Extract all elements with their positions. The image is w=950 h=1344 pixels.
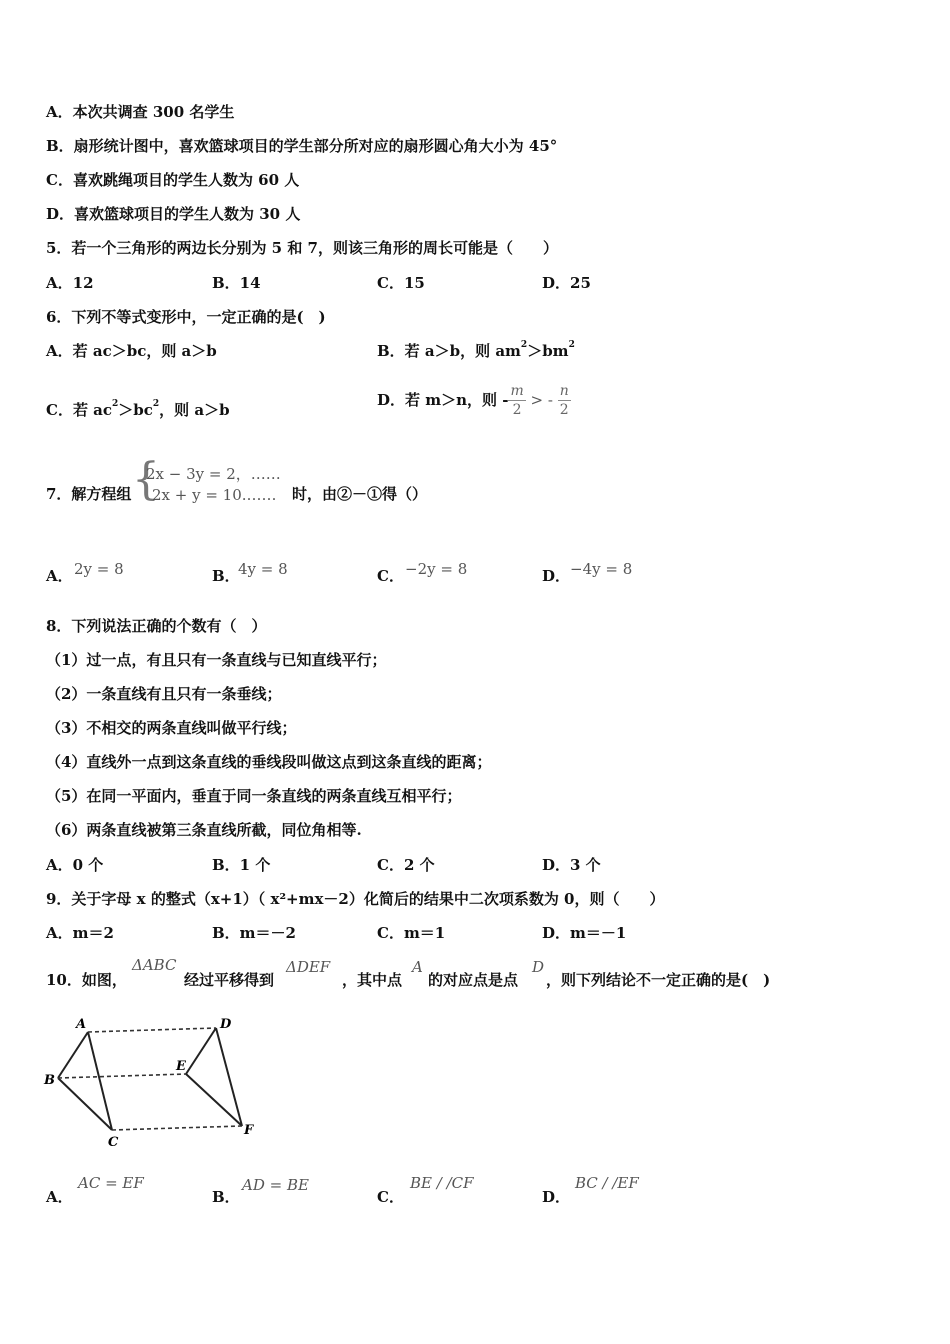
q7-option-b bbox=[212, 566, 240, 586]
q6-d-frac-m-den: 2 bbox=[512, 401, 522, 418]
q5-option-d: D．25 bbox=[542, 274, 591, 292]
q6-option-b bbox=[377, 341, 575, 361]
q10-d-math: BC / /EF bbox=[575, 1174, 639, 1192]
q5-stem: 5．若一个三角形的两边长分别为 5 和 7，则该三角形的周长可能是（ ） bbox=[46, 239, 558, 257]
q6-c-prefix: C．若 ac bbox=[46, 401, 113, 419]
q10-option-b: B． bbox=[212, 1188, 240, 1206]
q7-option-a bbox=[46, 566, 73, 586]
q7-c-label: C． bbox=[377, 567, 404, 585]
q8-option-b: B．1 个 bbox=[212, 856, 271, 874]
q6-option-a: A．若 ac＞bc，则 a＞b bbox=[46, 342, 217, 360]
q8-option-c: C．2 个 bbox=[377, 856, 435, 874]
q7-option-d bbox=[542, 566, 570, 586]
edge-ab bbox=[58, 1032, 88, 1078]
q6-c-mid: ＞bc bbox=[118, 401, 153, 419]
q6-d-frac-m-num: m bbox=[510, 382, 524, 399]
label-e: E bbox=[176, 1059, 186, 1074]
q6-d-prefix: D．若 m＞n，则 - bbox=[377, 391, 509, 409]
q10-option-a: A． bbox=[46, 1188, 73, 1206]
q7-b-label: B． bbox=[212, 567, 240, 585]
triangle-def bbox=[186, 1028, 242, 1126]
q10-part-3: ，其中点 bbox=[342, 971, 403, 989]
q6-c-suffix: ，则 a＞b bbox=[159, 401, 230, 419]
q8-item-6: （6）两条直线被第三条直线所截，同位角相等. bbox=[46, 821, 362, 839]
q6-c-sup2: 2 bbox=[152, 399, 160, 409]
q10-math-d: D bbox=[532, 958, 545, 976]
q7-option-c bbox=[377, 566, 404, 586]
label-d: D bbox=[220, 1017, 232, 1032]
q6-d-frac-n-num: n bbox=[559, 382, 569, 399]
q5-option-b: B．14 bbox=[212, 274, 261, 292]
label-a: A bbox=[76, 1017, 87, 1032]
q10-math-def: ΔDEF bbox=[286, 958, 331, 976]
q6-b-sup2: 2 bbox=[568, 340, 575, 350]
label-c: C bbox=[108, 1135, 119, 1150]
q8-option-a: A．0 个 bbox=[46, 856, 104, 874]
label-f: F bbox=[244, 1123, 254, 1138]
translation-lines bbox=[58, 1028, 242, 1130]
q10-c-math: BE / /CF bbox=[410, 1174, 474, 1192]
q10-part-5: ，则下列结论不一定正确的是( ) bbox=[546, 971, 771, 989]
q10-part-2: 经过平移得到 bbox=[184, 971, 275, 989]
triangle-abc bbox=[58, 1032, 112, 1130]
q9-option-d: D．m＝－1 bbox=[542, 924, 627, 942]
q6-b-sup: 2 bbox=[520, 340, 528, 350]
label-b: B bbox=[44, 1073, 55, 1088]
q7-stem-prefix: 7．解方程组 bbox=[46, 485, 132, 503]
q6-d-gt: > - bbox=[525, 391, 558, 409]
q8-item-4: （4）直线外一点到这条直线的垂线段叫做这点到这条直线的距离； bbox=[46, 753, 492, 771]
q4-option-a: A．本次共调查 300 名学生 bbox=[46, 103, 235, 121]
q6-d-frac-n bbox=[558, 382, 571, 419]
dashed-be bbox=[58, 1074, 186, 1078]
edge-df bbox=[216, 1028, 242, 1126]
q7-a-label: A． bbox=[46, 567, 73, 585]
q7-equation-2: 2x + y = 10.…… bbox=[152, 486, 277, 504]
q8-option-d: D．3 个 bbox=[542, 856, 601, 874]
q9-option-a: A．m＝2 bbox=[46, 924, 114, 942]
q7-d-math: −4y = 8 bbox=[570, 560, 633, 578]
q10-option-c: C． bbox=[377, 1188, 404, 1206]
translation-figure bbox=[40, 1012, 270, 1152]
dashed-ad bbox=[88, 1028, 216, 1032]
q7-system-brace: { bbox=[132, 454, 160, 505]
q10-option-d: D． bbox=[542, 1188, 571, 1206]
q7-a-math: 2y = 8 bbox=[74, 560, 124, 578]
q8-stem: 8．下列说法正确的个数有（ ） bbox=[46, 617, 267, 635]
q6-b-prefix: B．若 a＞b，则 am bbox=[377, 342, 521, 360]
q8-item-1: （1）过一点，有且只有一条直线与已知直线平行； bbox=[46, 651, 387, 669]
edge-de bbox=[186, 1028, 216, 1074]
q10-math-a: A bbox=[412, 958, 423, 976]
q8-item-5: （5）在同一平面内，垂直于同一条直线的两条直线互相平行； bbox=[46, 787, 462, 805]
q8-item-2: （2）一条直线有且只有一条垂线； bbox=[46, 685, 282, 703]
q9-option-c: C．m＝1 bbox=[377, 924, 446, 942]
q7-b-math: 4y = 8 bbox=[238, 560, 288, 578]
q6-option-c bbox=[46, 400, 230, 420]
q6-stem: 6．下列不等式变形中，一定正确的是( ) bbox=[46, 308, 326, 326]
q7-stem-suffix: 时，由②－①得（） bbox=[292, 485, 428, 503]
q10-b-math: AD = BE bbox=[242, 1176, 309, 1194]
q4-option-b: B．扇形统计图中，喜欢篮球项目的学生部分所对应的扇形圆心角大小为 45° bbox=[46, 137, 558, 155]
q9-option-b: B．m＝－2 bbox=[212, 924, 296, 942]
q7-equation-1: 2x − 3y = 2，…… bbox=[146, 465, 281, 483]
edge-ef bbox=[186, 1074, 242, 1126]
q10-part-4: 的对应点是点 bbox=[428, 971, 519, 989]
q10-math-abc: ΔABC bbox=[132, 956, 177, 974]
q5-option-a: A．12 bbox=[46, 274, 94, 292]
q8-item-3: （3）不相交的两条直线叫做平行线； bbox=[46, 719, 297, 737]
q4-option-c: C．喜欢跳绳项目的学生人数为 60 人 bbox=[46, 171, 300, 189]
q10-a-math: AC = EF bbox=[78, 1174, 144, 1192]
q6-c-sup: 2 bbox=[112, 399, 119, 409]
dashed-cf bbox=[112, 1126, 242, 1130]
edge-bc bbox=[58, 1078, 112, 1130]
q7-c-math: −2y = 8 bbox=[405, 560, 468, 578]
q5-option-c: C．15 bbox=[377, 274, 425, 292]
q9-stem: 9．关于字母 x 的整式（x+1）（ x²+mx－2）化简后的结果中二次项系数为 0，则（ ） bbox=[46, 890, 665, 908]
q6-option-d bbox=[377, 378, 571, 422]
q6-d-frac-n-den: 2 bbox=[559, 401, 569, 418]
edge-ac bbox=[88, 1032, 112, 1130]
q4-option-d: D．喜欢篮球项目的学生人数为 30 人 bbox=[46, 205, 301, 223]
q6-b-mid: ＞bm bbox=[527, 342, 569, 360]
q6-d-frac-m bbox=[508, 382, 525, 419]
q10-part-1: 10．如图， bbox=[46, 971, 127, 989]
q7-d-label: D． bbox=[542, 567, 571, 585]
